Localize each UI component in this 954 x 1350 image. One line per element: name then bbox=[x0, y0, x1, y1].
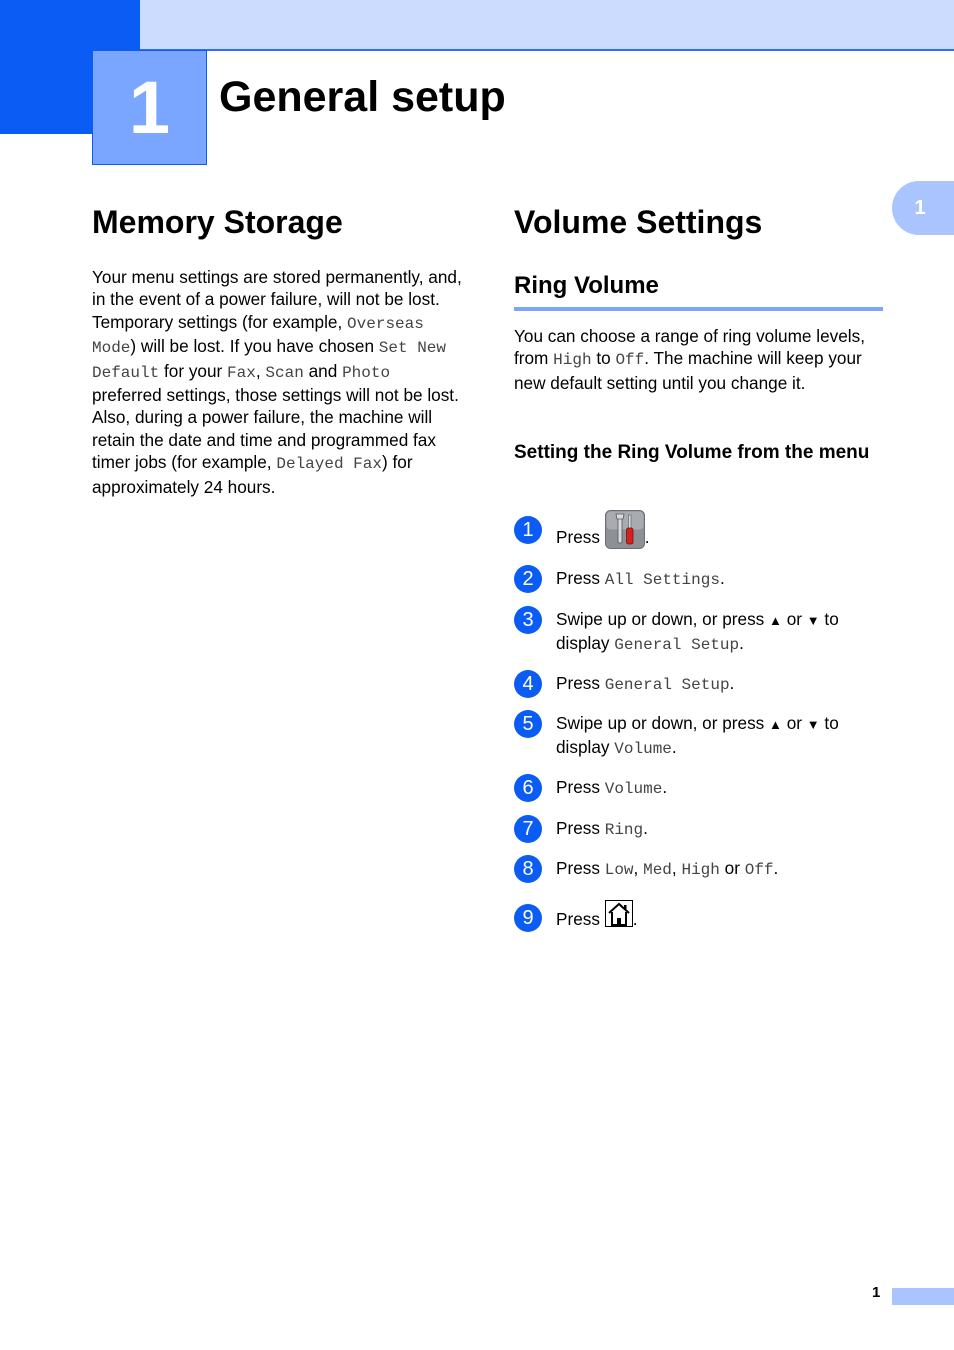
up-arrow-icon: ▲ bbox=[769, 613, 782, 628]
side-chapter-tab: 1 bbox=[892, 181, 954, 235]
step-text: Press General Setup. bbox=[556, 673, 735, 694]
procedure-heading: Setting the Ring Volume from the menu bbox=[514, 442, 870, 463]
page-number: 1 bbox=[872, 1284, 881, 1301]
step-number: 5 bbox=[514, 710, 542, 738]
ring-volume-intro: You can choose a range of ring volume levels, from High to Off. The machine will keep your new default setting until you change it. bbox=[514, 326, 865, 393]
volume-settings-heading: Volume Settings bbox=[514, 204, 763, 240]
step-number: 2 bbox=[514, 565, 542, 593]
step-text: Swipe up or down, or press ▲ or ▼ to display Volume. bbox=[556, 713, 839, 759]
memory-storage-heading: Memory Storage bbox=[92, 204, 343, 240]
ring-volume-heading: Ring Volume bbox=[514, 272, 659, 299]
home-icon bbox=[605, 900, 633, 932]
up-arrow-icon: ▲ bbox=[769, 717, 782, 732]
step-number: 6 bbox=[514, 774, 542, 802]
section-rule bbox=[514, 307, 883, 311]
step-number: 8 bbox=[514, 855, 542, 883]
step-number: 3 bbox=[514, 606, 542, 634]
settings-tools-icon bbox=[605, 510, 645, 554]
step-number: 4 bbox=[514, 670, 542, 698]
chapter-number-box bbox=[92, 50, 207, 165]
step-number: 1 bbox=[514, 516, 542, 544]
step-text: Press Ring. bbox=[556, 818, 648, 839]
chapter-number: 1 bbox=[128, 66, 171, 149]
chapter-title: General setup bbox=[219, 73, 506, 121]
step-text: Press . bbox=[556, 908, 886, 933]
step-text: Press All Settings. bbox=[556, 568, 725, 589]
step-text: Swipe up or down, or press ▲ or ▼ to display General Setup. bbox=[556, 609, 839, 655]
page-footer-bar bbox=[892, 1288, 954, 1305]
step-number: 7 bbox=[514, 815, 542, 843]
down-arrow-icon: ▼ bbox=[806, 717, 820, 732]
memory-storage-paragraph: Your menu settings are stored permanently, and, in the event of a power failure, will not be lost. Temporary settings (for example, Overseas Mode) will be lost. If you have chosen Set New Default for your Fax, Scan and Photo preferred settings, those settings will not be lost. Also, during a power failure, the machine will retain the date and time and programmed fax timer jobs (for example, Delayed Fax) for approximately 24 hours. bbox=[92, 267, 462, 497]
step-number: 9 bbox=[514, 904, 542, 932]
step-text: Press . bbox=[556, 522, 886, 554]
step-text: Press Volume. bbox=[556, 777, 668, 798]
down-arrow-icon: ▼ bbox=[806, 613, 820, 628]
step-text: Press Low, Med, High or Off. bbox=[556, 858, 779, 879]
header-band bbox=[140, 0, 954, 51]
